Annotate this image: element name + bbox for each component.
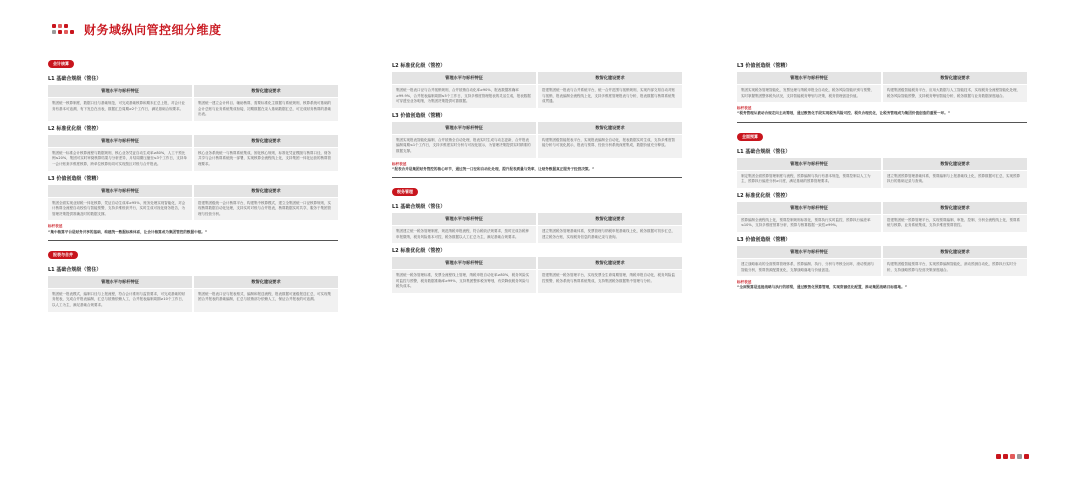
benchmark-label: 标杆表述	[48, 224, 63, 229]
cell-management: 预算编制全流程线上化，预算控制规则标准化，预算执行实时监控，预算执行偏差率≤10%，支持多维度预算分析，预算与核算数据一致性≥99%。	[737, 215, 881, 232]
cell-management: 集团统一报表口径与合并抵销规则，合并抵销自动化率≥90%，报表数据准确率≥99.9%，合并报表编制周期≤5个工作日，支持多维度管理报表的灵活生成，报表数据可穿透至业务明细，为集团决策提供可靠数据。	[392, 85, 536, 108]
level-table	[737, 246, 1027, 276]
benchmark-label: 标杆表述	[392, 161, 407, 166]
level-table	[48, 276, 338, 312]
table-row	[392, 270, 682, 293]
table-header-row	[48, 135, 338, 147]
table-row	[48, 148, 338, 171]
level-heading: L3 价值创造级（管精）	[737, 63, 791, 69]
column-header-management: 管理水平与标杆特征	[737, 246, 881, 258]
column-header-management: 管理水平与标杆特征	[737, 72, 881, 84]
table-row	[48, 289, 338, 312]
benchmark-text: “集中核算平台是财务共享的基础，构建统一数据标准体系，让会计核算成为集团管控的数据中枢。”	[48, 229, 208, 234]
column-header-management: 管理水平与标杆特征	[737, 158, 881, 170]
section-badge-wrap	[48, 241, 338, 262]
column-header-digital: 数智化建设要求	[194, 276, 338, 288]
level-heading: L2 标准优化级（管控）	[48, 125, 102, 132]
level-table	[48, 185, 338, 221]
cell-management: 集团建立统一税务管理制度，规范纳税申报流程，符合税收法规要求，按时完成各税种申报缴纳，税务风险基本可控，税务数据以人工汇总为主，满足基础合规要求。	[392, 226, 536, 243]
level-heading: L1 基础合规级（管住）	[48, 76, 102, 82]
column-3	[737, 58, 1027, 291]
column-header-digital: 数智化建设要求	[194, 185, 338, 197]
cell-digital: 搭建集团级统一会计核算平台，构建集中核算模式，建立全集团统一口径核算规则，实现核算数据自动化处理，支持实时对账与合并报表，核算数据实时共享，服务于集团管理与经营分析。	[194, 198, 338, 221]
section-badge: 税务管理	[392, 188, 418, 196]
table-header-row	[737, 158, 1027, 170]
column-header-management: 管理水平与标杆特征	[48, 276, 192, 288]
cell-management: 集团实现报表智能化编制，合并抵销全自动处理，报表实时生成与动态更新，合并报表编制周期≤1个工作日，支持多维度实时分析与可视化展示，为管理决策提供实时精准的数据支撑。	[392, 135, 536, 158]
cell-management: 制定集团全面预算管理制度与流程，预算编制与执行有基本规范，预算控制以人工为主，预算执行偏差分析≥月度，满足基础的预算管理要求。	[737, 171, 881, 188]
table-header-row	[392, 122, 682, 134]
page-title: 财务域纵向管控细分维度	[84, 23, 222, 37]
column-header-digital: 数智化建设要求	[538, 122, 682, 134]
benchmark-note	[737, 106, 1027, 116]
column-header-management: 管理水平与标杆特征	[737, 202, 881, 214]
column-2	[392, 58, 682, 293]
level-heading: L1 基础合规级（管住）	[48, 266, 102, 273]
table-row	[392, 135, 682, 158]
column-header-management: 管理水平与标杆特征	[48, 185, 192, 197]
cell-management: 建立战略驱动的全面预算管理体系，预算编制、执行、分析与考核全闭环，滚动预测与智能分析，预算资源配置优化，支撑战略落地与价值创造。	[737, 259, 881, 276]
cell-management: 集团统一报表模式，编制口径与上报流程，符合会计准则与监管要求，可完成基础的财务报表，完成合并报表编制，汇总与抵销依赖人工，合并报表编制周期≥10个工作日，以人工为主，满足基础合规要求。	[48, 289, 192, 312]
table-header-row	[392, 213, 682, 225]
column-header-digital: 数智化建设要求	[538, 257, 682, 269]
section-badge: 会计核算	[48, 60, 74, 68]
table-row	[48, 198, 338, 221]
cell-digital: 建立集团税务管理基础体系，发票管理与纳税申报基础线上化，税务数据可初步汇总，建立税务台账，实现税务信息的基础记录与查询。	[538, 226, 682, 243]
table-row	[48, 98, 338, 121]
table-row	[737, 85, 1027, 102]
benchmark-text: “全面预算是连接战略与执行的桥梁，通过数智化预算管理，实现资源优化配置，推动集团战略目标落地。”	[737, 285, 908, 290]
cell-digital: 构建集团级智能预算平台，实现预算编制智能化，滚动预测自动化，预算执行实时分析，支持战略预算与经营决策深度融合。	[883, 259, 1027, 276]
level-heading: L2 标准优化级（管控）	[392, 63, 446, 69]
cell-management: 集团全面实现业财税一体化核算，凭证自动生成率≥95%，账务处理实现智能化，对会计核算全流程自动校验与智能预警，支持多维账套并行，实时生成可视化财务报告，为管理决策提供准确及时的数据支撑。	[48, 198, 192, 221]
level-table	[392, 72, 682, 108]
cell-management: 集团统一税务管理标准，发票全流程线上管理，纳税申报自动化率≥80%，税务风险实时监控与预警，税务数据准确率≥99%，支持集团整体税务筹划，有效降低税务风险与税负成本。	[392, 270, 536, 293]
cell-digital: 搭建集团统一税务管理平台，实现发票全生命周期管理，纳税申报自动化，税务风险监控预警，税务系统与核算系统集成，支持集团税务数据集中管理与分析。	[538, 270, 682, 293]
cell-digital: 构建集团级智能报表平台，实现报表编制全自动化，报表数据实时生成，支持多维度智能分析与可视化展示，报表与预算、经营分析系统深度集成，数据价值充分释放。	[538, 135, 682, 158]
benchmark-label: 标杆表述	[737, 280, 752, 285]
table-row	[737, 171, 1027, 188]
section-badge: 报表与合并	[48, 251, 78, 259]
level-heading: L1 基础合规级（管住）	[737, 148, 791, 155]
column-header-digital: 数智化建设要求	[194, 85, 338, 97]
level-heading: L3 价值创造级（管精）	[48, 175, 102, 182]
column-header-management: 管理水平与标杆特征	[392, 72, 536, 84]
level-heading: L3 价值创造级（管精）	[737, 236, 791, 243]
column-header-management: 管理水平与标杆特征	[392, 257, 536, 269]
section-badge-wrap	[48, 50, 338, 71]
level-table	[392, 122, 682, 158]
level-table	[48, 135, 338, 171]
table-header-row	[737, 202, 1027, 214]
section-badge: 全面预算	[737, 133, 763, 141]
decorative-dots-icon	[996, 454, 1036, 464]
cell-management: 集团实现税务管理智能化，发票处理与纳税申报全自动化，税务风险智能识别与预警，实时掌握集团整体税负状况，支持智能税务筹划与决策，税务管理创造价值。	[737, 85, 881, 102]
table-header-row	[48, 276, 338, 288]
table-header-row	[48, 185, 338, 197]
level-heading: L2 标准优化级（管控）	[737, 192, 791, 199]
table-header-row	[48, 85, 338, 97]
table-row	[737, 215, 1027, 232]
cell-digital: 建立集团预算管理基础体系，预算编制与上报基础线上化，预算数据可汇总，实现预算执行的基础记录与查询。	[883, 171, 1027, 188]
column-header-digital: 数智化建设要求	[883, 72, 1027, 84]
column-header-digital: 数智化建设要求	[538, 72, 682, 84]
benchmark-text: “税务管理从被动合规走向主动筹划，通过数智化手段实现税务风险可控、税负合理优化，让税务管理成为集团价值创造的重要一环。”	[737, 111, 951, 116]
table-header-row	[737, 72, 1027, 84]
cell-digital: 核心业务系统统一与核算系统集成，固化核心规则，标准化凭证模版与核算口径，财务共享与会计核算系统统一部署，实现核算全流程线上化，支持集团一体化运营的核算管理要求。	[194, 148, 338, 171]
benchmark-label: 标杆表述	[737, 106, 752, 111]
logo-icon	[52, 24, 78, 38]
cell-digital: 搭建集团统一预算管理平台，实现预算编制、审批、控制、分析全流程线上化，预算系统与核算、业务系统集成，支持多维度预算管控。	[883, 215, 1027, 232]
benchmark-note	[392, 162, 682, 172]
cell-digital: 搭建集团统一报表与合并系统平台，统一合并范围与抵销规则，实现内部交易自动对账与抵销，报表编制全流程线上化，支持多维度管理报表与分析，报表数据与核算系统集成贯通。	[538, 85, 682, 108]
table-row	[392, 226, 682, 243]
table-row	[737, 259, 1027, 276]
cell-management: 集团统一标准会计核算流程与数据规则，核心业务凭证自动生成率≥80%，人工干预比例≤20%，集团可实时审阅核算结果与分析差异，月结周期压缩至≤3个工作日，支持单一会计账套多维度核算，跨单位核算协同可实现按区对账与合并报表。	[48, 148, 192, 171]
column-header-digital: 数智化建设要求	[883, 158, 1027, 170]
column-header-management: 管理水平与标杆特征	[392, 122, 536, 134]
section-badge-wrap	[392, 178, 682, 199]
column-header-digital: 数智化建设要求	[538, 213, 682, 225]
column-header-digital: 数智化建设要求	[883, 202, 1027, 214]
column-header-management: 管理水平与标杆特征	[48, 135, 192, 147]
cell-digital: 集团统一报表口径与报表格式，编制和报送流程，报表数据可逐级报送汇总，可实现集团合并报表的基础编制，汇总与抵销部分依赖人工，保证合并报表的可追溯。	[194, 289, 338, 312]
column-header-management: 管理水平与标杆特征	[392, 213, 536, 225]
level-table	[48, 85, 338, 121]
table-header-row	[392, 257, 682, 269]
level-heading: L3 价值创造级（管精）	[392, 112, 446, 119]
benchmark-note	[737, 280, 1027, 290]
table-header-row	[737, 246, 1027, 258]
cell-digital: 集团统一建立会计科目、辅助核算，需要标准化主数据与系统规则，核算系统可基础的会计总账与业务系统集成衔接，初期数据在录入基础数据汇总，可完成财务核算的基础出表。	[194, 98, 338, 121]
level-heading: L1 基础合规级（管住）	[392, 203, 446, 210]
column-header-digital: 数智化建设要求	[194, 135, 338, 147]
level-table	[737, 202, 1027, 232]
cell-digital: 构建集团级智能税务平台，应用大数据与人工智能技术，实现税务全流程智能化处理，税务风险智能预警，支持税务筹划智能分析，税务数据与业务数据深度融合。	[883, 85, 1027, 102]
column-header-management: 管理水平与标杆特征	[48, 85, 192, 97]
table-row	[392, 85, 682, 108]
cell-management: 集团统一核算制度，数据口径与基础规范，可完成基础核算和期末汇总上报，对会计业务有基本可追溯，有下发总在出表，数据汇总周期≥2个工作日，满足基础合规要求。	[48, 98, 192, 121]
level-table	[392, 213, 682, 243]
benchmark-note	[48, 224, 338, 234]
column-1	[48, 50, 338, 312]
level-table	[737, 158, 1027, 188]
section-badge-wrap	[737, 123, 1027, 144]
benchmark-text: “报表合并是集团财务管控的核心环节，通过统一口径和自动化处理，提升报表质量与效率，让财务数据真正服务于经营决策。”	[392, 166, 595, 171]
table-header-row	[392, 72, 682, 84]
level-table	[737, 72, 1027, 102]
level-heading: L2 标准优化级（管控）	[392, 248, 446, 255]
column-header-digital: 数智化建设要求	[883, 246, 1027, 258]
level-table	[392, 257, 682, 293]
